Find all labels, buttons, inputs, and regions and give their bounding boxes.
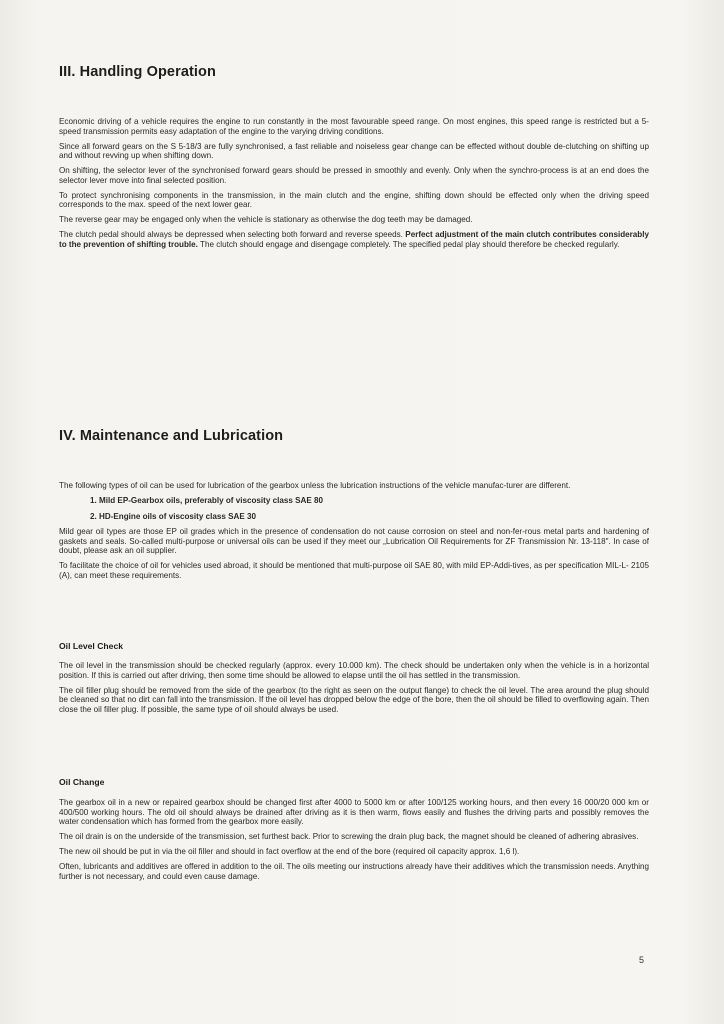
maintenance-body: [59, 481, 649, 586]
paragraph: The gearbox oil in a new or repaired gearbox should be changed first after 4000 to 5000 km or after 100/125 working hours, and then every 16 000/20 000 km or 400/500 working hours. The old oil should always be drained after driving as it is then warm, flows easily and flushes the driving parts and possibly removes the water condensation which has formed from the gearbox more easily.: [59, 798, 649, 826]
paragraph: Mild gear oil types are those EP oil grades which in the presence of condensation do not cause corrosion on steel and non-fer-rous metal parts and hardening of gaskets and seals. So-called multi-purpose or universal oils can be used if they meet our „Lubrication Oil Requirements for ZF Transmission Nr. 13-118". In case of doubt, please ask an oil supplier.: [59, 527, 649, 556]
oil-level-body: [59, 661, 649, 720]
paragraph: The oil drain is on the underside of the transmission, set furthest back. Prior to screwing the drain plug back, the magnet should be cleaned of adhering abrasives.: [59, 832, 639, 842]
section-heading-maintenance: IV. Maintenance and Lubrication: [59, 428, 284, 444]
paragraph-clutch: [59, 230, 649, 249]
handling-body: [59, 117, 649, 255]
clutch-text: The clutch pedal should always be depressed when selecting both forward and reverse speeds.: [59, 230, 406, 240]
section-handling-operation: [59, 64, 649, 80]
list-item: 1. Mild EP-Gearbox oils, preferably of viscosity class SAE 80: [90, 496, 324, 506]
paragraph: The reverse gear may be engaged only when the vehicle is stationary as otherwise the dog teeth may be damaged.: [59, 215, 473, 225]
paragraph: The oil level in the transmission should be checked regularly (approx. every 10.000 km). The check should be undertaken only when the vehicle is in a horizontal position. If this is carried out after driving, then some time should be allowed to elapse until the oil has settled in the transmission.: [59, 661, 649, 680]
paragraph: On shifting, the selector lever of the synchronised forward gears should be pressed in smoothly and evenly. Only when the synchro-process is at an end does the selector lever move into final selected position.: [59, 166, 649, 185]
subheading-oil-change: Oil Change: [59, 777, 105, 787]
clutch-text: The clutch should engage and disengage completely. The specified pedal play should therefore be checked regularly.: [197, 239, 620, 249]
subheading-oil-level: Oil Level Check: [59, 641, 124, 651]
paragraph: To facilitate the choice of oil for vehicles used abroad, it should be mentioned that multi-purpose oil SAE 80, with mild EP-Addi-tives, as per specification MIL-L- 2105 (A), can meet these requirements.: [59, 561, 649, 580]
paragraph: The following types of oil can be used for lubrication of the gearbox unless the lubrication instructions of the vehicle manufac-turer are different.: [59, 481, 571, 490]
paragraph: Often, lubricants and additives are offered in addition to the oil. The oils meeting our instructions already have their additives which the transmission needs. Anything further is not necessary, and could even cause damage.: [59, 862, 649, 881]
paragraph: The oil filler plug should be removed from the side of the gearbox (to the right as seen on the output flange) to check the oil level. The area around the plug should be cleaned so that no dirt can fall into the transmission. If the oil level has dropped below the edge of the bore, then the oil should be filled to overflowing again. Then close the oil filler plug. If possible, the same type of oil should always be used.: [59, 685, 649, 714]
oil-change-section: [59, 777, 649, 787]
section-heading-handling: III. Handling Operation: [59, 64, 216, 80]
paragraph: Since all forward gears on the S 5-18/3 are fully synchronised, a fast reliable and noiseless gear change can be effected without double de-clutching on shifting up and without revving up when shifting down.: [59, 141, 649, 161]
oil-level-section: [59, 641, 649, 651]
page-number: 5: [639, 955, 645, 965]
paragraph: To protect synchronising components in the transmission, in the main clutch and the engine, shifting down should be effected only when the driving speed corresponds to the max. speed of the next lower gear.: [59, 190, 649, 210]
oil-type-list: [90, 496, 649, 521]
clutch-text-bold: Perfect adjustment of the main clutch contributes considerably to the prevention of shifting trouble.: [59, 230, 649, 249]
section-maintenance: [59, 428, 649, 444]
paragraph: The new oil should be put in via the oil filler and should in fact overflow at the end of the bore (required oil capacity approx. 1,6 l).: [59, 847, 520, 857]
paragraph: Economic driving of a vehicle requires the engine to run constantly in the most favourable speed range. On most engines, this speed range is restricted but a 5-speed transmission permits easy adaptation of the engine to the varying driving conditions.: [59, 117, 649, 136]
oil-change-body: [59, 798, 649, 887]
list-item: 2. HD-Engine oils of viscosity class SAE 30: [90, 511, 256, 521]
